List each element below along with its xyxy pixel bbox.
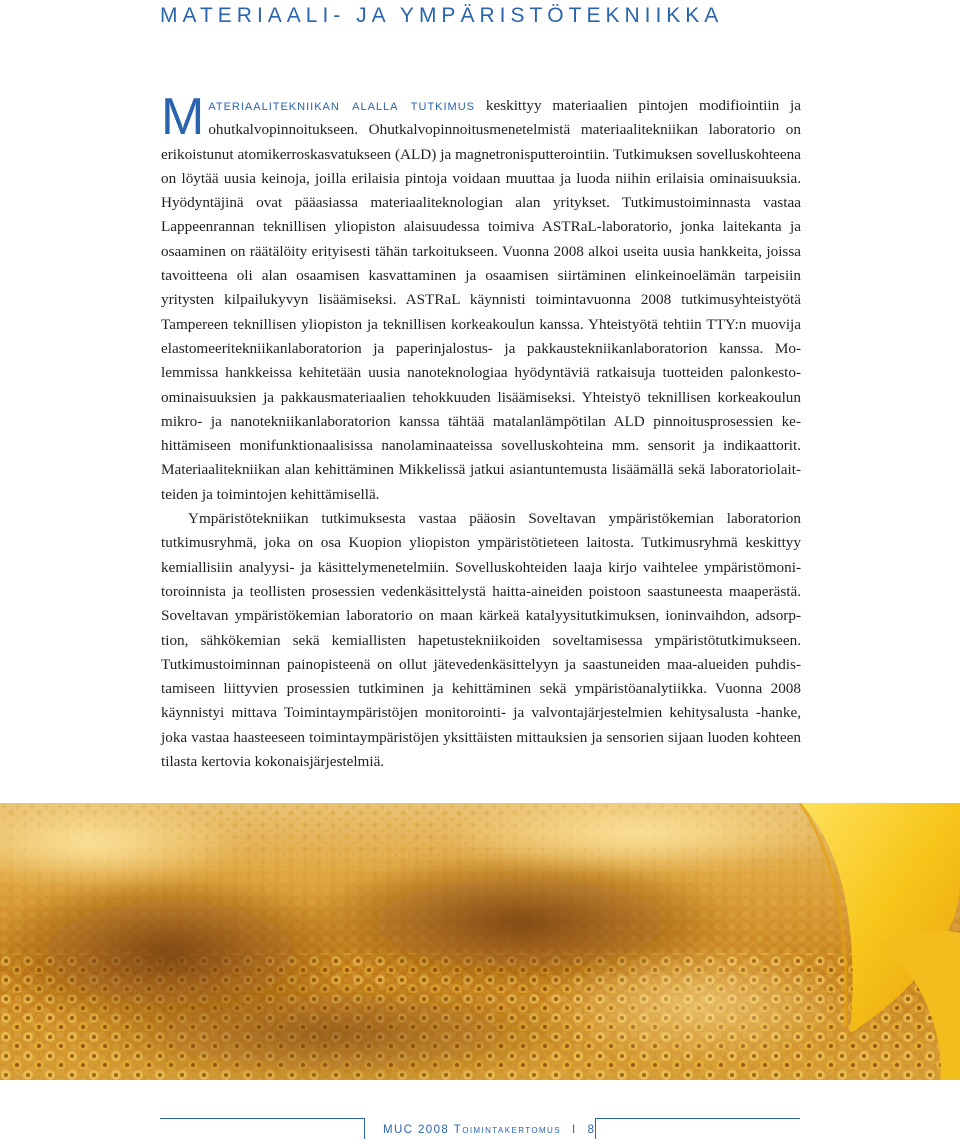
footer-rule-right — [595, 1118, 800, 1119]
lead-in: ateriaalitekniikan alalla tutkimus — [208, 97, 475, 114]
footer-divider-left — [364, 1118, 365, 1139]
paragraph-materials-text: keskittyy materiaalien pintojen modifiointiin ja ohutkalvopinnoitukseen. Ohutkalvopinnoitusmenetelmistä materiaalitekniikan laboratorio on erikoistunut atomikerroskasvatukseen (ALD) ja magnetronisputterointiin. Tutkimuksen sovelluskohteena on löytää uusia keinoja, joilla erilaisia pintoja voidaan muuttaa ja luoda niihin erilaisia ominaisuuksia. Hyödyntäjinä ovat pääasiassa materiaaliteknologian alan yritykset. Tutkimustoiminnasta vastaa Lappeenrannan teknillisen yliopiston alaisuudessa toimiva ASTRaL-laboratorio, jonka laitekanta ja osaaminen on räätälöity erityisesti tähän tarkoitukseen. Vuonna 2008 alkoi useita uusia hankkeita, joissa tavoitteena oli alan osaamisen kasvattaminen ja osaamisen siirtäminen elinkeinoelämän tarpeisiin yritysten kilpailukyvyn lisäämiseksi. ASTRaL käynnisti toimintavuonna 2008 tutkimusyhteistyötä Tampereen teknillisen yliopiston ja teknillisen korkeakoulun kanssa. Yhteistyötä tehtiin TTY:n muovija elastomeeritekniikanlaboratorion ja paperinjalostus- ja pakkaustekniikanlaboratorion kanssa. Molemmissa hankkeissa kehitetään uusia nanoteknologiaa hyödyntäviä ratkaisuja tuotteiden palonkestoominaisuuksien ja pakkausmateriaalien tehokkuuden lisäämiseksi. Yhteistyö teknillisen korkeakoulun mikro- ja nanotekniikanlaboratorion kanssa tähtää matalanlämpötilan ALD pinnoitusprosessien kehittämiseen monifunktionaalisissa nanolaminaateissa sovelluskohteina mm. sensorit ja indikaattorit. Materiaalitekniikan alan kehittäminen Mikkelissä jatkui asiantuntemusta lisäämällä sekä laboratoriolaitteiden ja toimintojen kehittämisellä. — [161, 97, 801, 503]
footer-separator: I — [571, 1124, 577, 1136]
footer-report-name: Toimintakertomus — [453, 1124, 561, 1136]
paragraph-environment: Ympäristötekniikan tutkimuksesta vastaa pääosin Soveltavan ympäristökemian laboratorion tutkimusryhmä, joka on osa Kuopion yliopiston ympäristötieteen laitosta. Tutkimusryhmä keskittyy kemiallisiin analyysi- ja käsittelymenetelmiin. Sovelluskohteiden laaja kirjo vaihtelee ympäristömonitoroinnista ja teollisten prosessien vedenkäsittelystä haitta-aineiden poistoon saastuneesta maaperästä. Soveltavan ympäristökemian laboratorio on maan kärkeä katalyysitutkimuksen, ioninvaihdon, adsorption, sähkökemian sekä kemiallisten hapetustekniikoiden soveltamisessa ympäristötutkimukseen. Tutkimustoiminnan painopisteenä on ollut jätevedenkäsittelyyn ja saastuneiden maa-alueiden puhdistamiseen liittyvien prosessien tutkiminen ja kehittäminen sekä ympäristöanalytiikka. Vuonna 2008 käynnistyi mittava Toimintaympäristöjen monitorointi- ja valvontajärjestelmien kehitysalusta -hanke, joka vastaa haasteeseen toimintaympäristöjen yksittäisten mittauksien ja sensorien sijaan luoden kohteen tilasta kertovia kokonaisjärjestelmiä. — [161, 510, 801, 771]
footer-rule-left — [160, 1118, 365, 1119]
footer-report-prefix: MUC 2008 — [383, 1124, 454, 1136]
drop-cap: M — [161, 88, 205, 146]
section-title: MATERIAALI- JA YMPÄRISTÖTEKNIIKKA — [160, 4, 724, 27]
page-number: 8 — [587, 1124, 596, 1136]
sunflower-photo — [0, 803, 960, 1080]
article-body — [161, 88, 801, 774]
page-footer — [383, 1124, 595, 1136]
paragraph-materials — [161, 88, 801, 507]
